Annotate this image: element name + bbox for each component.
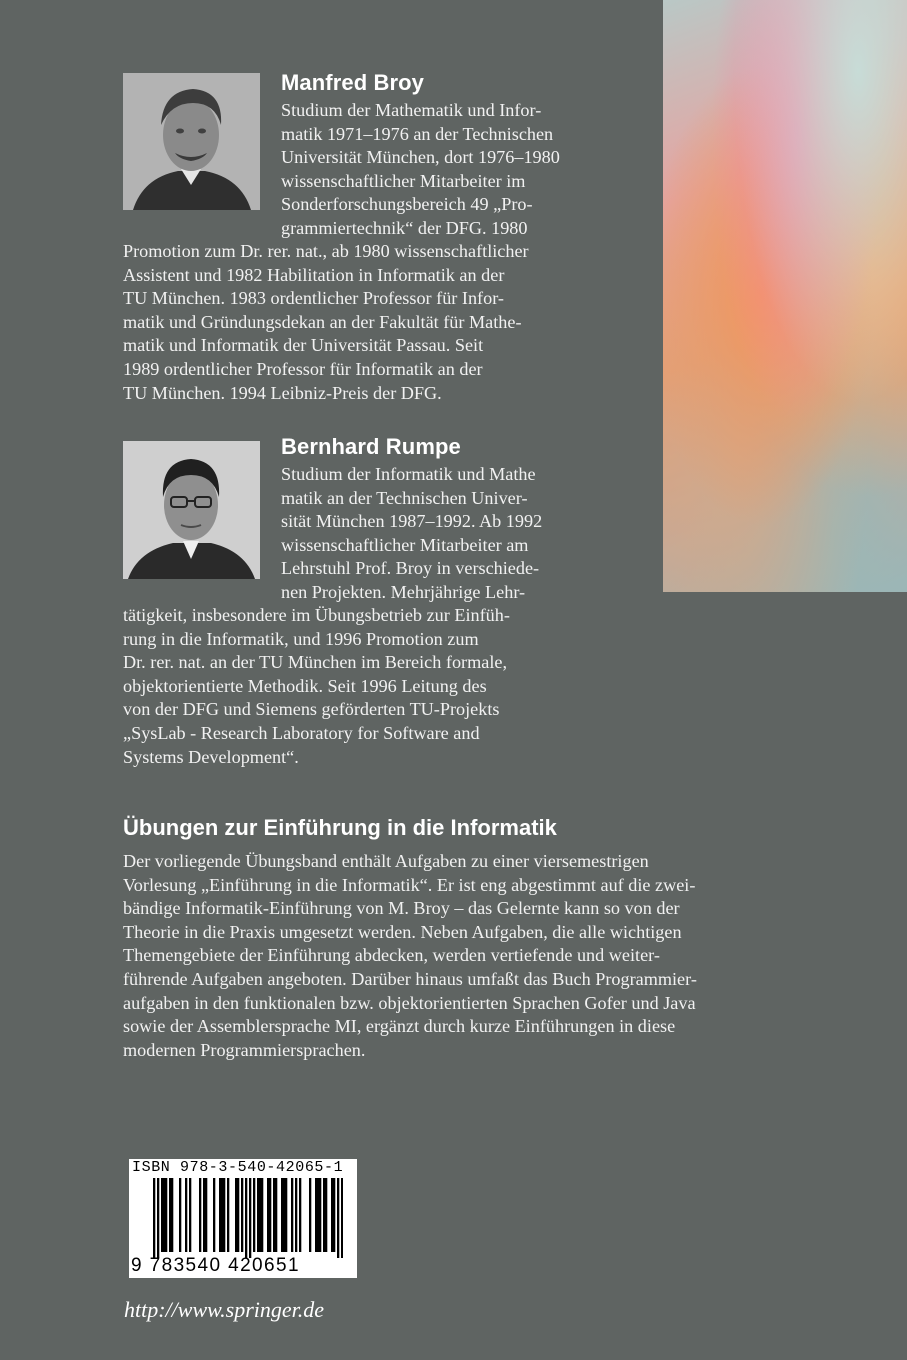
barcode-bar (337, 1178, 339, 1258)
author-portrait-photo (123, 73, 260, 210)
barcode-bar (317, 1178, 319, 1252)
author-name: Bernhard Rumpe (281, 434, 461, 459)
barcode-bar (235, 1178, 237, 1252)
barcode-bar (221, 1178, 223, 1252)
barcode-bar (267, 1178, 269, 1252)
barcode-bar (213, 1178, 215, 1252)
barcode-bar (153, 1178, 155, 1258)
barcode-bar (323, 1178, 325, 1252)
barcode-bar (325, 1178, 327, 1252)
barcode-bar (309, 1178, 311, 1252)
barcode-bar (257, 1178, 259, 1252)
barcode-bar (241, 1178, 243, 1252)
barcode-bar (341, 1178, 343, 1258)
barcode-bar (189, 1178, 191, 1252)
book-title: Übungen zur Einführung in die Informatik (123, 815, 557, 840)
barcode-bar (185, 1178, 187, 1252)
barcode-bar (171, 1178, 173, 1252)
barcode-bar (157, 1178, 159, 1258)
barcode-bar (203, 1178, 205, 1252)
ean-digits: 9 783540 420651 (131, 1255, 300, 1276)
author-bio-continued: tätigkeit, insbesondere im Übungsbetrieb zur Einfüh- rung in die Informatik, und 1996 Promotion zum Dr. rer. nat. an der TU München im Bereich formale, objektorientierte Methodik. Seit 1996 Leitung des von der DFG und Siemens geförderten TU-Projekts „SysLab - Research Laboratory for Software and Systems Development“. (123, 605, 510, 767)
barcode-bar (199, 1178, 201, 1252)
author-bio-continued: Promotion zum Dr. rer. nat., ab 1980 wissenschaftlicher Assistent und 1982 Habilitation in Informatik an der TU München. 1983 ordentlicher Professor für Infor- matik und Gründungsdekan an der Fakultät für Mathe- matik und Informatik der Universität Passau. Seit 1989 ordentlicher Professor für Informatik an der TU München. 1994 Leibniz-Preis der DFG. (123, 241, 529, 403)
author-portrait-photo (123, 441, 260, 579)
author-bio: Studium der Informatik und Mathe matik an der Technischen Univer- sität München 1987–1992. Ab 1992 wissenschaftlicher Mitarbeiter am Lehrstuhl Prof. Broy in verschiede- nen Projekten. Mehrjährige Lehr- (281, 464, 543, 602)
barcode-bar (273, 1178, 275, 1252)
barcode-bar (163, 1178, 165, 1252)
barcode-bar (261, 1178, 263, 1252)
barcode-bars (153, 1178, 343, 1258)
barcode-bar (165, 1178, 167, 1252)
barcode-bar (205, 1178, 207, 1252)
barcode-bar (237, 1178, 239, 1252)
barcode-bar (259, 1178, 261, 1252)
barcode-bar (269, 1178, 271, 1252)
barcode-bar (315, 1178, 317, 1252)
isbn-label: ISBN 978-3-540-42065-1 (132, 1159, 344, 1176)
barcode-bar (331, 1178, 333, 1252)
barcode-bar (253, 1178, 255, 1252)
book-description: Der vorliegende Übungsband enthält Aufgaben zu einer viersemestrigen Vorlesung „Einführung in die Informatik“. Er ist eng abgestimmt auf die zwei- bändige Informatik-Einführung von M. Broy – das Gelernte kann so von der Theorie in die Praxis umgesetzt werden. Neben Aufgaben, die alle wichtigen Themengebiete der Einführung abdecken, werden vertiefende und weiter- führende Aufgaben angeboten. Darüber hinaus umfaßt das Buch Programmier- aufgaben in den funktionalen bzw. objektorientierten Sprachen Gofer und Java sowie der Assemblersprache MI, ergänzt durch kurze Einführungen in diese modernen Programmiersprachen. (123, 851, 697, 1060)
author-bio: Studium der Mathematik und Infor- matik 1971–1976 an der Technischen Universität München, dort 1976–1980 wissenschaftlicher Mitarbeiter im Sonderforschungsbereich 49 „Pro- grammiertechnik“ der DFG. 1980 (281, 100, 560, 238)
barcode-bar (227, 1178, 229, 1252)
barcode-bar (285, 1178, 287, 1252)
barcode-bar (295, 1178, 297, 1252)
barcode-bar (223, 1178, 225, 1252)
barcode-bar (291, 1178, 293, 1252)
barcode-bar (169, 1178, 171, 1252)
barcode-bar (219, 1178, 221, 1252)
barcode-bar (249, 1178, 251, 1258)
barcode-bar (283, 1178, 285, 1252)
barcode-bar (245, 1178, 247, 1258)
publisher-url-link[interactable]: http://www.springer.de (124, 1297, 325, 1322)
barcode-bar (179, 1178, 181, 1252)
barcode-bar (299, 1178, 301, 1252)
isbn-barcode (129, 1159, 357, 1278)
barcode-bar (281, 1178, 283, 1252)
barcode-bar (275, 1178, 277, 1252)
author-name: Manfred Broy (281, 70, 424, 95)
barcode-bar (161, 1178, 163, 1252)
barcode-bar (319, 1178, 321, 1252)
abstract-color-gradient-art (663, 0, 907, 592)
barcode-bar (333, 1178, 335, 1252)
